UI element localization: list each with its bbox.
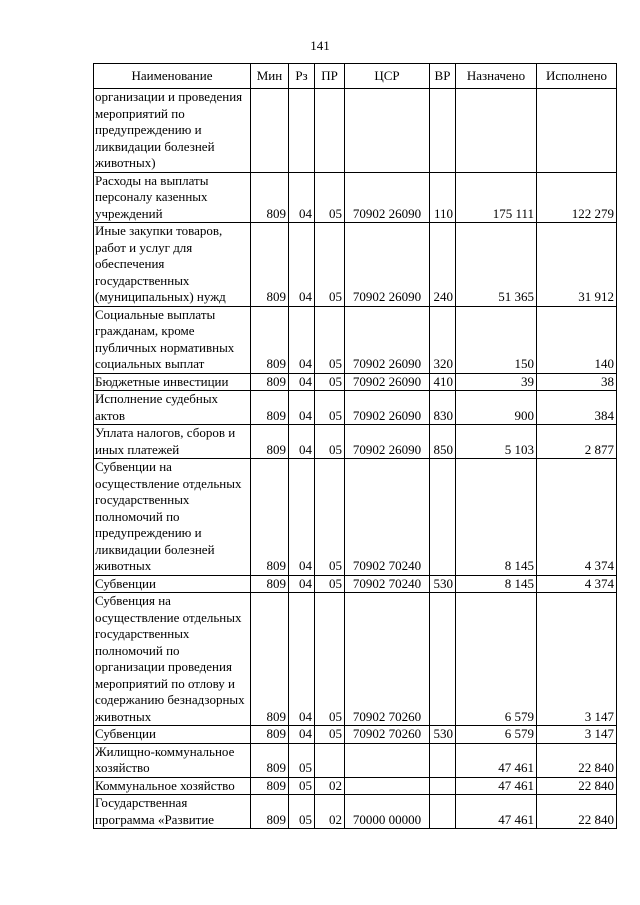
row-name-cell: Жилищно-коммунальное хозяйство (94, 743, 251, 777)
row-name-cell: Субвенции (94, 575, 251, 593)
row-name-cell: Субвенции (94, 726, 251, 744)
row-ministry-cell: 809 (251, 425, 289, 459)
row-expense-type-cell (430, 777, 456, 795)
row-subsection-cell: 02 (315, 777, 345, 795)
column-header-assigned: Назначено (456, 64, 537, 89)
row-name-cell: Субвенция на осуществление отдельных государственных полномочий по организации проведения мероприятий по отлову и содержанию безнадзорных животных (94, 593, 251, 726)
table-row (94, 391, 617, 425)
table-row (94, 593, 617, 726)
row-expense-type-cell (430, 743, 456, 777)
table-row (94, 777, 617, 795)
row-executed-cell: 31 912 (537, 223, 617, 307)
row-executed-cell: 3 147 (537, 593, 617, 726)
row-name-cell: Исполнение судебных актов (94, 391, 251, 425)
row-section-cell: 05 (289, 777, 315, 795)
row-ministry-cell: 809 (251, 391, 289, 425)
row-assigned-cell: 47 461 (456, 777, 537, 795)
row-target-article-cell: 70902 26090 (345, 373, 430, 391)
row-name-cell: Уплата налогов, сборов и иных платежей (94, 425, 251, 459)
row-target-article-cell: 70902 70240 (345, 459, 430, 576)
row-executed-cell: 22 840 (537, 777, 617, 795)
row-assigned-cell: 175 111 (456, 172, 537, 223)
row-target-article-cell: 70902 70260 (345, 726, 430, 744)
row-executed-cell: 122 279 (537, 172, 617, 223)
row-section-cell (289, 89, 315, 173)
row-name-cell: Субвенции на осуществление отдельных государственных полномочий по предупреждению и ликвидации болезней животных (94, 459, 251, 576)
row-subsection-cell: 05 (315, 391, 345, 425)
row-target-article-cell: 70902 70240 (345, 575, 430, 593)
row-assigned-cell (456, 89, 537, 173)
row-section-cell: 04 (289, 593, 315, 726)
row-ministry-cell: 809 (251, 795, 289, 829)
table-row (94, 89, 617, 173)
row-target-article-cell: 70902 26090 (345, 425, 430, 459)
row-target-article-cell: 70000 00000 (345, 795, 430, 829)
row-ministry-cell: 809 (251, 575, 289, 593)
row-ministry-cell: 809 (251, 459, 289, 576)
row-ministry-cell: 809 (251, 306, 289, 373)
row-subsection-cell (315, 743, 345, 777)
row-assigned-cell: 6 579 (456, 593, 537, 726)
row-subsection-cell: 05 (315, 575, 345, 593)
table-row (94, 373, 617, 391)
row-expense-type-cell (430, 795, 456, 829)
row-assigned-cell: 150 (456, 306, 537, 373)
row-executed-cell: 3 147 (537, 726, 617, 744)
row-section-cell: 05 (289, 795, 315, 829)
row-expense-type-cell: 530 (430, 726, 456, 744)
table-row (94, 425, 617, 459)
row-expense-type-cell: 320 (430, 306, 456, 373)
row-expense-type-cell (430, 593, 456, 726)
row-subsection-cell: 05 (315, 223, 345, 307)
row-name-cell: Бюджетные инвестиции (94, 373, 251, 391)
row-assigned-cell: 8 145 (456, 459, 537, 576)
row-ministry-cell: 809 (251, 726, 289, 744)
row-assigned-cell: 47 461 (456, 743, 537, 777)
table-row (94, 726, 617, 744)
row-subsection-cell: 05 (315, 726, 345, 744)
row-assigned-cell: 900 (456, 391, 537, 425)
row-executed-cell: 38 (537, 373, 617, 391)
row-section-cell: 04 (289, 575, 315, 593)
row-section-cell: 04 (289, 459, 315, 576)
column-header-target-article: ЦСР (345, 64, 430, 89)
table-row (94, 575, 617, 593)
table-row (94, 743, 617, 777)
row-target-article-cell (345, 89, 430, 173)
row-name-cell: организации и проведения мероприятий по предупреждению и ликвидации болезней животных) (94, 89, 251, 173)
row-expense-type-cell (430, 459, 456, 576)
row-executed-cell (537, 89, 617, 173)
row-section-cell: 04 (289, 373, 315, 391)
row-name-cell: Иные закупки товаров, работ и услуг для обеспечения государственных (муниципальных) нужд (94, 223, 251, 307)
row-target-article-cell (345, 743, 430, 777)
row-name-cell: Коммунальное хозяйство (94, 777, 251, 795)
row-ministry-cell: 809 (251, 593, 289, 726)
row-assigned-cell: 39 (456, 373, 537, 391)
table-row (94, 795, 617, 829)
row-executed-cell: 22 840 (537, 795, 617, 829)
row-subsection-cell: 05 (315, 172, 345, 223)
page-number: 141 (310, 38, 330, 53)
row-name-cell: Государственная программа «Развитие (94, 795, 251, 829)
table-row (94, 172, 617, 223)
row-target-article-cell: 70902 26090 (345, 223, 430, 307)
row-executed-cell: 2 877 (537, 425, 617, 459)
row-executed-cell: 140 (537, 306, 617, 373)
column-header-executed: Исполнено (537, 64, 617, 89)
table-row (94, 306, 617, 373)
row-assigned-cell: 51 365 (456, 223, 537, 307)
column-header-expense-type: ВР (430, 64, 456, 89)
row-ministry-cell: 809 (251, 223, 289, 307)
row-expense-type-cell: 240 (430, 223, 456, 307)
row-ministry-cell: 809 (251, 172, 289, 223)
column-header-section: Рз (289, 64, 315, 89)
row-assigned-cell: 5 103 (456, 425, 537, 459)
row-name-cell: Социальные выплаты гражданам, кроме публичных нормативных социальных выплат (94, 306, 251, 373)
row-expense-type-cell: 110 (430, 172, 456, 223)
row-assigned-cell: 47 461 (456, 795, 537, 829)
row-ministry-cell: 809 (251, 777, 289, 795)
row-executed-cell: 4 374 (537, 459, 617, 576)
row-section-cell: 04 (289, 223, 315, 307)
row-target-article-cell: 70902 26090 (345, 306, 430, 373)
row-subsection-cell: 05 (315, 593, 345, 726)
row-ministry-cell: 809 (251, 743, 289, 777)
row-target-article-cell: 70902 26090 (345, 172, 430, 223)
table-header-row (94, 64, 617, 89)
row-ministry-cell (251, 89, 289, 173)
row-target-article-cell: 70902 70260 (345, 593, 430, 726)
row-section-cell: 04 (289, 425, 315, 459)
row-subsection-cell (315, 89, 345, 173)
row-subsection-cell: 05 (315, 459, 345, 576)
row-assigned-cell: 8 145 (456, 575, 537, 593)
row-subsection-cell: 05 (315, 425, 345, 459)
column-header-name: Наименование (94, 64, 251, 89)
row-name-cell: Расходы на выплаты персоналу казенных учреждений (94, 172, 251, 223)
row-section-cell: 04 (289, 172, 315, 223)
row-section-cell: 05 (289, 743, 315, 777)
budget-table (93, 63, 617, 829)
row-section-cell: 04 (289, 726, 315, 744)
row-subsection-cell: 02 (315, 795, 345, 829)
row-expense-type-cell: 530 (430, 575, 456, 593)
row-target-article-cell: 70902 26090 (345, 391, 430, 425)
row-executed-cell: 4 374 (537, 575, 617, 593)
row-ministry-cell: 809 (251, 373, 289, 391)
row-target-article-cell (345, 777, 430, 795)
row-expense-type-cell: 850 (430, 425, 456, 459)
row-assigned-cell: 6 579 (456, 726, 537, 744)
column-header-ministry: Мин (251, 64, 289, 89)
row-expense-type-cell: 830 (430, 391, 456, 425)
row-section-cell: 04 (289, 306, 315, 373)
row-expense-type-cell (430, 89, 456, 173)
table-row (94, 223, 617, 307)
table-row (94, 459, 617, 576)
row-subsection-cell: 05 (315, 306, 345, 373)
row-executed-cell: 384 (537, 391, 617, 425)
row-section-cell: 04 (289, 391, 315, 425)
row-subsection-cell: 05 (315, 373, 345, 391)
column-header-subsection: ПР (315, 64, 345, 89)
row-executed-cell: 22 840 (537, 743, 617, 777)
row-expense-type-cell: 410 (430, 373, 456, 391)
